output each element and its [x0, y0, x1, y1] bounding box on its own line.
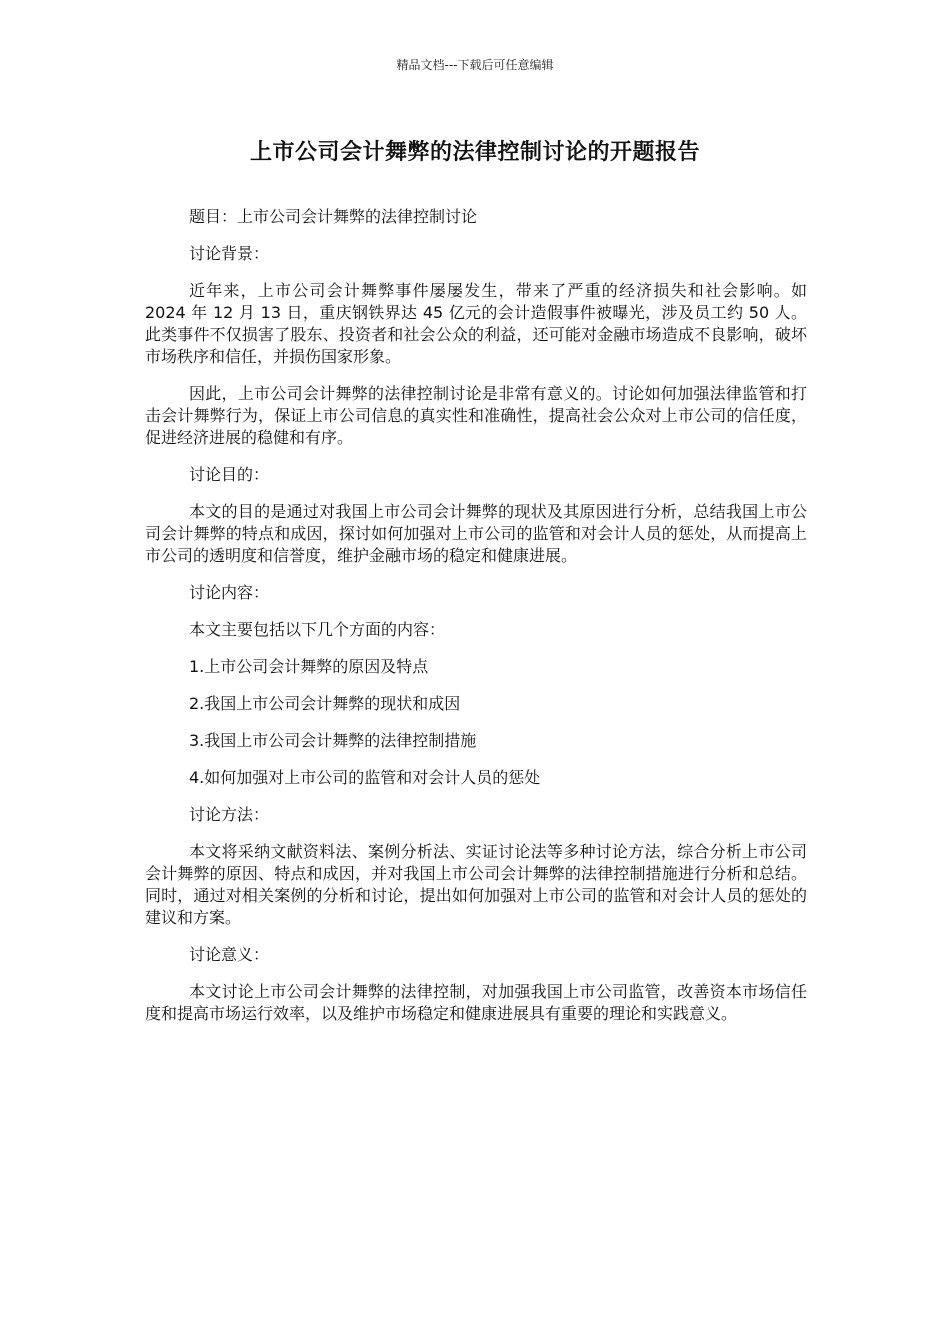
content-intro: 本文主要包括以下几个方面的内容：	[189, 620, 446, 639]
topic-line: 题目：上市公司会计舞弊的法律控制讨论	[189, 207, 478, 226]
content-list-item-1: 1.上市公司会计舞弊的原因及特点	[189, 657, 429, 676]
document-title: 上市公司会计舞弊的法律控制讨论的开题报告	[249, 140, 700, 165]
page-header-note: 精品文档---下载后可任意编辑	[396, 58, 554, 72]
section-heading-content: 讨论内容：	[189, 583, 270, 602]
purpose-paragraph: 本文的目的是通过对我国上市公司会计舞弊的现状及其原因进行分析，总结我国上市公司会计舞弊的特点和成因，探讨如何加强对上市公司的监管和对会计人员的惩处，从而提高上市公司的透明度和信誉度，维护金融市场的稳定和健康进展。	[145, 502, 807, 565]
document-body	[145, 206, 807, 1040]
method-paragraph: 本文将采纳文献资料法、案例分析法、实证讨论法等多种讨论方法，综合分析上市公司会计舞弊的原因、特点和成因，并对我国上市公司会计舞弊的法律控制措施进行分析和总结。同时，通过对相关案例的分析和讨论，提出如何加强对上市公司的监管和对会计人员的惩处的建议和方案。	[145, 842, 807, 927]
background-paragraph-2: 因此，上市公司会计舞弊的法律控制讨论是非常有意义的。讨论如何加强法律监管和打击会计舞弊行为，保证上市公司信息的真实性和准确性，提高社会公众对上市公司的信任度，促进经济进展的稳健和有序。	[145, 384, 807, 447]
content-list-item-3: 3.我国上市公司会计舞弊的法律控制措施	[189, 731, 477, 750]
section-heading-background: 讨论背景：	[189, 244, 270, 263]
section-heading-purpose: 讨论目的：	[189, 465, 270, 484]
background-paragraph-1: 近年来，上市公司会计舞弊事件屡屡发生，带来了严重的经济损失和社会影响。如 2024 年 12 月 13 日，重庆钢铁界达 45 亿元的会计造假事件被曝光，涉及员工约 50 人。此类事件不仅损害了股东、投资者和社会公众的利益，还可能对金融市场造成不良影响，破坏市场秩序和信任，并损伤国家形象。	[145, 281, 807, 366]
section-heading-method: 讨论方法：	[189, 805, 270, 824]
content-list-item-4: 4.如何加强对上市公司的监管和对会计人员的惩处	[189, 768, 541, 787]
section-heading-significance: 讨论意义：	[189, 945, 270, 964]
content-list-item-2: 2.我国上市公司会计舞弊的现状和成因	[189, 694, 461, 713]
significance-paragraph: 本文讨论上市公司会计舞弊的法律控制，对加强我国上市公司监管，改善资本市场信任度和提高市场运行效率，以及维护市场稳定和健康进展具有重要的理论和实践意义。	[145, 982, 807, 1023]
